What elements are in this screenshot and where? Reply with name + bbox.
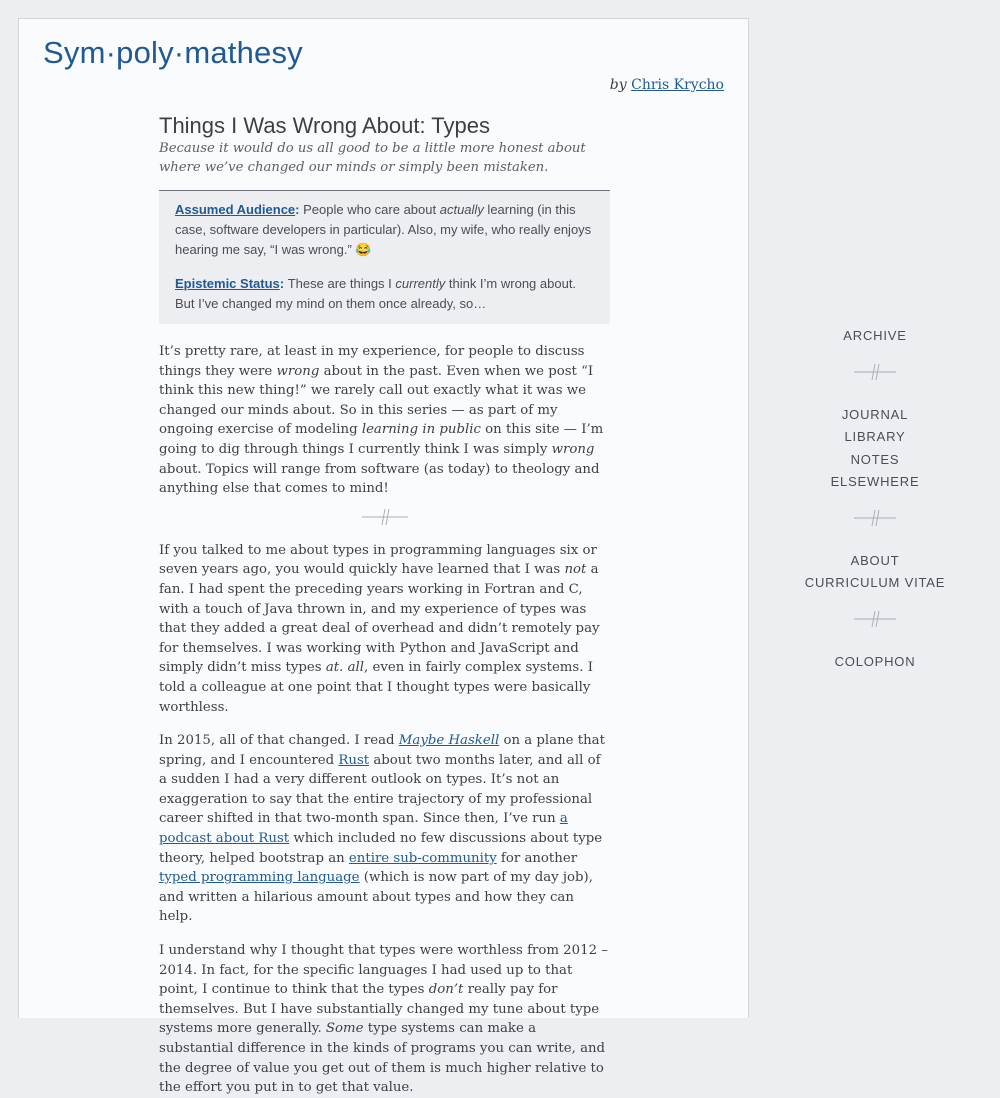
- paragraph-change: [159, 731, 610, 927]
- maybe-haskell-link[interactable]: [399, 733, 499, 748]
- section-divider: [159, 499, 610, 541]
- text: about two months later, and all of a sudden I had a very different outlook on types. It’s not an exaggeration to say that the entire trajectory of my professional career shifted in that two-month span. Since then, I’ve run: [159, 752, 601, 827]
- nav-divider: [790, 348, 960, 404]
- text: about. Topics will range from software (as today) to theology and anything else that comes to mind!: [159, 461, 600, 497]
- site-navigation: [790, 325, 960, 673]
- nav-journal[interactable]: JOURNAL: [841, 406, 909, 422]
- page-content: [18, 18, 749, 1096]
- colon: :: [295, 202, 304, 217]
- nav-divider: [790, 595, 960, 651]
- paragraph-understanding: [159, 941, 610, 1098]
- podcast-link[interactable]: a podcast about Rust: [159, 811, 568, 847]
- assumed-audience-link[interactable]: Assumed Audience: [175, 202, 296, 217]
- text: , even in fairly complex systems. I told a colleague at one point that I thought types were basically worthless.: [159, 660, 593, 715]
- byline: [610, 77, 724, 93]
- text: In 2015, all of that changed. I read: [159, 733, 399, 749]
- text: It’s pretty rare, at least in my experience, for people to discuss things they were: [159, 344, 585, 379]
- nav-about[interactable]: ABOUT: [850, 552, 900, 568]
- byline-prefix: by: [609, 77, 627, 93]
- divider-ornament-icon: [362, 507, 408, 527]
- nav-curriculum-vitae[interactable]: CURRICULUM VITAE: [804, 575, 946, 590]
- post-title: Things I Was Wrong About: Types: [159, 113, 490, 138]
- text: type systems can make a substantial difference in the kinds of programs you can write, and the degree of value you get out of them is much higher relative to the effort you put in to get that value.: [159, 1021, 606, 1096]
- nav-archive[interactable]: ARCHIVE: [843, 328, 907, 343]
- text: I understand why I thought that types were worthless from 2012 – 2014. In fact, for the specific languages I had used up to that point, I continue to think that the types: [159, 943, 608, 998]
- text: think I’m wrong about. But I’ve changed my mind on them once already, so…: [175, 276, 577, 311]
- divider-ornament-icon: [854, 362, 896, 382]
- text: These are things I: [287, 276, 396, 291]
- audience-callout: [159, 190, 610, 324]
- text: on a plane that spring, and I encountered: [159, 733, 605, 768]
- nav-colophon[interactable]: COLOPHON: [834, 653, 916, 669]
- text: on this site — I’m going to dig through things I currently think I was simply: [159, 422, 604, 457]
- emphasis: learning in public: [361, 422, 481, 438]
- assumed-audience: [175, 200, 594, 260]
- text: learning (in this case, software developers in particular). Also, my wife, who really enjoys hearing me say, “I was wrong.” 😂: [175, 202, 592, 257]
- text: (which is now part of my day job), and written a hilarious amount about types and how they can help.: [159, 870, 593, 925]
- site-title[interactable]: Sym·poly·mathesy: [43, 35, 303, 70]
- emphasis: don’t: [428, 982, 464, 998]
- emphasis: currently: [395, 276, 446, 291]
- divider-ornament-icon: [854, 508, 896, 528]
- nav-elsewhere[interactable]: ELSEWHERE: [830, 474, 920, 489]
- text: If you talked to me about types in programming languages six or seven years ago, you would quickly have learned that I was: [159, 542, 597, 578]
- emphasis: wrong: [276, 363, 320, 379]
- epistemic-status-link[interactable]: Epistemic Status: [175, 276, 280, 291]
- colon: :: [279, 276, 288, 291]
- emphasis: Some: [325, 1021, 364, 1037]
- epistemic-status: [175, 274, 594, 314]
- text: People who care about: [303, 202, 440, 217]
- sub-community-link[interactable]: entire sub-community: [348, 850, 497, 866]
- text: which included no few discussions about type theory, helped bootstrap an: [159, 831, 603, 866]
- paragraph-types-history: [159, 541, 610, 717]
- emphasis: wrong: [551, 441, 595, 457]
- nav-notes[interactable]: NOTES: [850, 451, 900, 467]
- author-link[interactable]: Chris Krycho: [631, 77, 724, 93]
- text: about in the past. Even when we post “I think this new thing!” we rarely call out exactly what it was we changed our minds about. So in this series — as part of my ongoing exercise of modeling: [159, 363, 594, 438]
- article-body: [159, 342, 610, 1098]
- text: really pay for themselves. But I have substantially changed my tune about type systems more generally.: [159, 982, 600, 1037]
- text: a fan. I had spent the preceding years working in Fortran and C, with a touch of Java thrown in, and my experience of types was that they added a great deal of overhead and didn’t remotely pay for themselves. I was working with Python and JavaScript and simply didn’t miss types: [159, 562, 600, 676]
- divider-ornament-icon: [854, 609, 896, 629]
- typed-language-link[interactable]: typed programming language: [159, 870, 360, 886]
- link-text: Maybe Haskell: [398, 733, 500, 749]
- post-subtitle: Because it would do us all good to be a little more honest about where we’ve changed our minds or simply been mistaken.: [159, 141, 586, 175]
- article: [159, 113, 610, 1098]
- emphasis: at. all: [325, 660, 365, 676]
- text: for another: [496, 850, 578, 866]
- rust-link[interactable]: Rust: [338, 752, 370, 768]
- emphasis: not: [564, 562, 587, 578]
- emphasis: actually: [439, 202, 484, 217]
- paragraph-intro: [159, 342, 610, 499]
- nav-divider: [790, 494, 960, 550]
- nav-library[interactable]: LIBRARY: [844, 429, 906, 444]
